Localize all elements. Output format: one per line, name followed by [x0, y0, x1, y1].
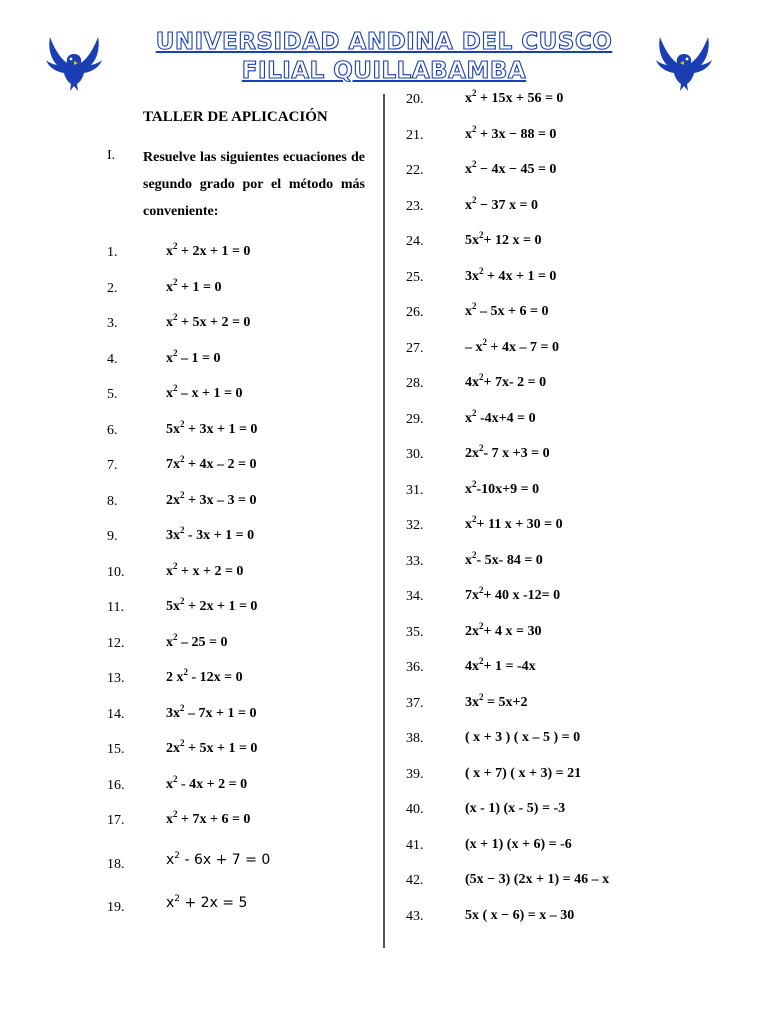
exercise-equation: $x^2 + 7x + 6 = 0$	[166, 809, 251, 827]
exercise-equation: $3x^2 - 3x + 1 = 0$	[166, 525, 255, 543]
exercise-equation: $x^2 - 1 = 0$	[166, 347, 221, 366]
exercise-equation: $5x^2+ 12$ x = 0	[465, 230, 542, 248]
exercise-number: 11.	[107, 600, 124, 615]
exercise-number: 21.	[406, 127, 424, 143]
exercise-number: 40.	[406, 802, 424, 817]
exercise-number: 35.	[406, 624, 424, 640]
exercise-equation: $2x^2+ 4$ x = 30	[465, 620, 542, 639]
section-title: TALLER DE APLICACIÓN	[143, 109, 328, 125]
exercise-equation: $3x^2 - 7x + 1 = 0$	[166, 702, 257, 721]
exercise-number: 24.	[406, 234, 424, 249]
exercise-number: 18.	[107, 857, 125, 872]
exercise-equation: ( x + 7) ( x + 3) = 21	[465, 765, 582, 781]
exercise-number: 5.	[107, 387, 118, 402]
exercise-number: 36.	[406, 660, 424, 675]
exercise-number: 13.	[107, 671, 125, 686]
exercise-number: 38.	[406, 731, 424, 746]
exercise-number: 17.	[107, 813, 125, 828]
exercise-equation: $x^2 - 5x + 6 = 0$	[465, 301, 549, 319]
exercise-equation: $3x^2 = 5x+2$	[465, 691, 528, 710]
exercise-number: 6.	[107, 422, 118, 438]
exercise-equation: $5x^2 + 3x + 1 = 0$	[166, 418, 258, 437]
exercise-number: 15.	[107, 742, 125, 757]
exercise-equation: $2x^2 + 5x + 1 = 0$	[166, 738, 258, 756]
exercise-equation: $4x^2+ 1 = -4x$	[465, 656, 536, 674]
exercise-number: 22.	[406, 163, 424, 178]
exercise-number: 37.	[406, 695, 424, 711]
exercise-equation: $x^2 + 3x - 88 = 0$	[465, 123, 557, 142]
exercise-number: 26.	[406, 305, 424, 320]
exercise-equation: (5x − 3) (2x + 1) = 46 – x	[465, 872, 610, 887]
campus-name: FILIAL QUILLABAMBA	[241, 58, 527, 84]
exercise-number: 7.	[107, 458, 118, 473]
exercise-equation: ( x + 3 ) ( x – 5 ) = 0	[465, 730, 581, 745]
exercise-equation: $x^2 + 1 = 0$	[166, 276, 222, 295]
exercise-equation: $5x^2 + 2x + 1 = 0$	[166, 596, 258, 614]
exercise-number: 33.	[406, 553, 424, 569]
exercise-equation: 5x ( x − 6) = x – 30	[465, 907, 575, 923]
exercise-number: 10.	[107, 564, 125, 580]
exercise-equation: $7x^2+ 40$ x -12= 0	[465, 585, 561, 603]
exercise-number: 4.	[107, 351, 118, 367]
exercise-equation: (x - 1) (x - 5) = -3	[465, 801, 566, 816]
exercise-equation: $x^2$ -4x+4 = 0	[465, 407, 536, 426]
exercise-equation: $3x^2 + 4x + 1 = 0$	[465, 265, 557, 284]
exercise-number: 32.	[406, 518, 424, 533]
exercise-equation: $x^2 - 4x - 45 = 0$	[465, 159, 557, 177]
exercise-number: 2.	[107, 280, 118, 296]
exercise-number: 20.	[406, 92, 424, 107]
exercise-equation: (x + 1) (x + 6) = -6	[465, 836, 572, 852]
exercise-number: 43.	[406, 908, 424, 924]
exercise-equation: $x^2 + 15x + 56 = 0$	[465, 88, 564, 106]
exercise-equation: $x^2 + x + 2 = 0$	[166, 560, 244, 579]
exercise-equation: $4x^2+ 7x-$ 2 = 0	[465, 372, 547, 390]
instruction-text: Resuelve las siguientes ecuaciones de segundo grado por el método más conveniente:	[143, 150, 365, 219]
exercise-number: 14.	[107, 706, 125, 722]
exercise-equation: $x^2 - 37$ x = 0	[465, 194, 538, 213]
exercise-equation: $x^2 - 4x + 2 = 0$	[166, 773, 248, 792]
exercise-number: 29.	[406, 411, 424, 427]
exercise-equation: $7x^2 + 4x - 2 = 0$	[166, 454, 257, 472]
document-header	[0, 28, 768, 86]
exercise-number: 41.	[406, 837, 424, 853]
column-divider	[383, 94, 385, 948]
exercise-equation: $x^2+ 11$ x + 30 = 0	[465, 514, 563, 532]
exercise-number: 28.	[406, 376, 424, 391]
exercise-number: 34.	[406, 589, 424, 604]
exercise-equation: $x^2 - 25 = 0$	[166, 631, 228, 650]
exercise-number: 30.	[406, 447, 424, 462]
exercise-equation: $x^2 + 2x + 1 = 0$	[166, 241, 251, 259]
exercise-number: 39.	[406, 766, 424, 782]
exercise-number: 16.	[107, 777, 125, 793]
exercise-number: 42.	[406, 873, 424, 888]
exercise-equation: 2 $x^2 - 12x = 0$	[166, 667, 243, 685]
exercise-equation: $x^2 + 2x = 5$	[166, 894, 248, 911]
exercise-equation: $x^2 + 5x + 2 = 0$	[166, 312, 251, 330]
exercise-number: 3.	[107, 316, 118, 331]
exercise-number: 12.	[107, 635, 125, 651]
exercise-number: 23.	[406, 198, 424, 214]
exercise-equation: $x^2 - x + 1 = 0$	[166, 383, 243, 401]
exercise-equation: $x^2-10x+9 = 0$	[465, 478, 540, 497]
exercise-equation: $2x^2-$ 7 x +3 = 0	[465, 443, 550, 461]
exercise-number: 25.	[406, 269, 424, 285]
exercise-equation: $2x^2 + 3x - 3 = 0$	[166, 489, 257, 508]
exercise-number: 1.	[107, 245, 118, 260]
exercise-number: 8.	[107, 493, 118, 509]
exercise-equation: $x^2-$ 5x- 84 = 0	[465, 549, 543, 568]
exercise-number: 19.	[107, 900, 125, 915]
exercise-number: 27.	[406, 340, 424, 356]
exercise-equation: – $x^2 + 4x - 7 = 0$	[465, 336, 559, 355]
instruction-number: I.	[107, 148, 116, 163]
exercise-equation: $x^2 - 6x + 7 = 0$	[166, 851, 271, 868]
university-name: UNIVERSIDAD ANDINA DEL CUSCO	[155, 29, 613, 55]
exercise-number: 9.	[107, 529, 118, 544]
exercise-number: 31.	[406, 482, 424, 498]
